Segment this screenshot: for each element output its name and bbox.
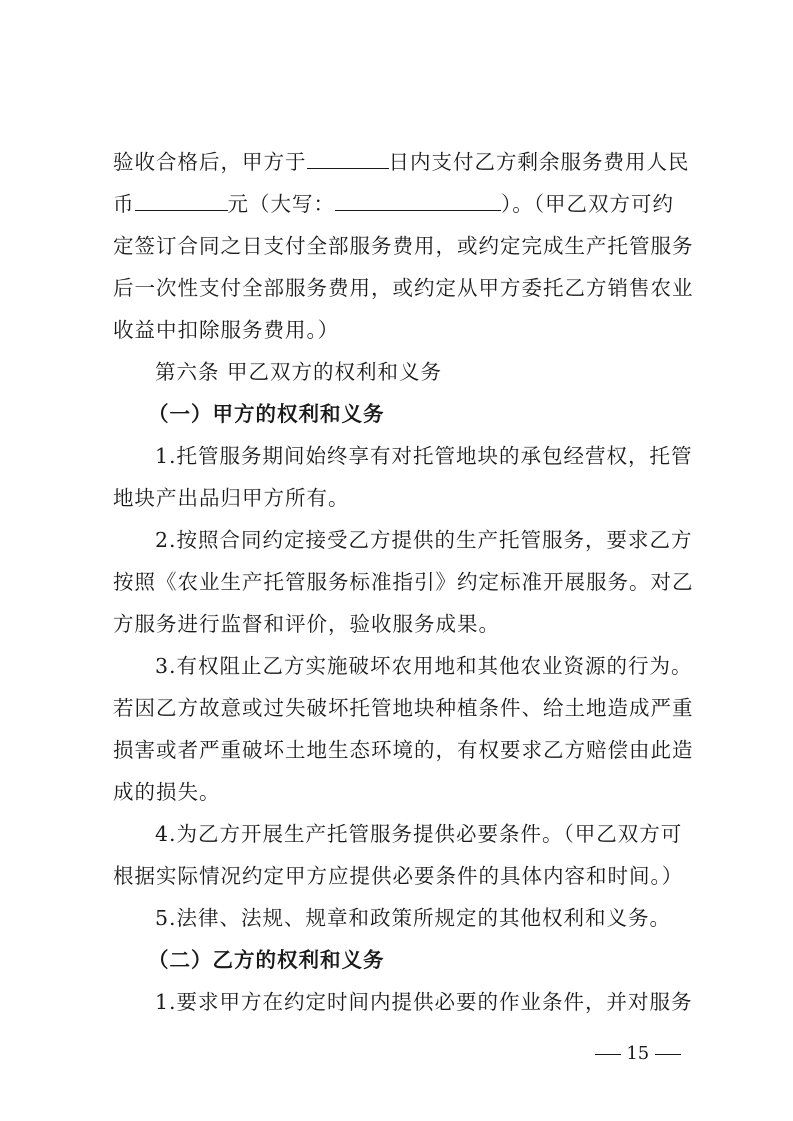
text-line: 定签订合同之日支付全部服务费用，或约定完成生产托管服务 xyxy=(113,234,694,258)
text-line: 成的损失。 xyxy=(113,780,221,804)
text-line: 方服务进行监督和评价，验收服务成果。 xyxy=(113,612,500,636)
text-segment: 验收合格后，甲方于 xyxy=(113,150,307,174)
fill-in-blank-amount xyxy=(135,190,228,211)
text-segment: 元（大写： xyxy=(227,192,335,216)
text-line: 2.按照合同约定接受乙方提供的生产托管服务，要求乙方 xyxy=(155,528,693,552)
page-number-dash-right xyxy=(655,1054,681,1055)
text-line: 3.有权阻止乙方实施破坏农用地和其他农业资源的行为。 xyxy=(155,654,693,678)
text-line: 地块产出品归甲方所有。 xyxy=(113,486,350,510)
text-segment: ）。（甲乙双方可约 xyxy=(501,192,674,216)
section-heading: （二）乙方的权利和义务 xyxy=(148,948,385,972)
page-number-value: 15 xyxy=(626,1043,650,1064)
text-line: 4.为乙方开展生产托管服务提供必要条件。（甲乙双方可 xyxy=(155,822,683,846)
fill-in-blank-amount-words xyxy=(335,190,501,211)
text-line: 损害或者严重破坏土地生态环境的，有权要求乙方赔偿由此造 xyxy=(113,738,694,762)
text-line: 若因乙方故意或过失破坏托管地块种植条件、给土地造成严重 xyxy=(113,696,694,720)
section-heading: （一）甲方的权利和义务 xyxy=(148,402,385,426)
fill-in-blank-days xyxy=(307,148,389,169)
text-segment: 币 xyxy=(113,192,135,216)
text-line: 按照《农业生产托管服务标准指引》约定标准开展服务。对乙 xyxy=(113,570,694,594)
text-line xyxy=(113,148,690,176)
text-line: 收益中扣除服务费用。） xyxy=(113,318,340,342)
text-line: 根据实际情况约定甲方应提供必要条件的具体内容和时间。） xyxy=(113,864,684,888)
text-line: 1.要求甲方在约定时间内提供必要的作业条件，并对服务 xyxy=(155,990,693,1014)
text-line: 5.法律、法规、规章和政策所规定的其他权利和义务。 xyxy=(155,906,672,930)
text-line: 后一次性支付全部服务费用，或约定从甲方委托乙方销售农业 xyxy=(113,276,694,300)
text-line xyxy=(113,190,674,218)
article-heading: 第六条 甲乙双方的权利和义务 xyxy=(155,360,443,384)
text-line: 1.托管服务期间始终享有对托管地块的承包经营权，托管 xyxy=(155,444,693,468)
page-number xyxy=(595,1040,681,1068)
page-number-dash-left xyxy=(595,1054,621,1055)
text-segment: 日内支付乙方剩余服务费用人民 xyxy=(388,150,690,174)
